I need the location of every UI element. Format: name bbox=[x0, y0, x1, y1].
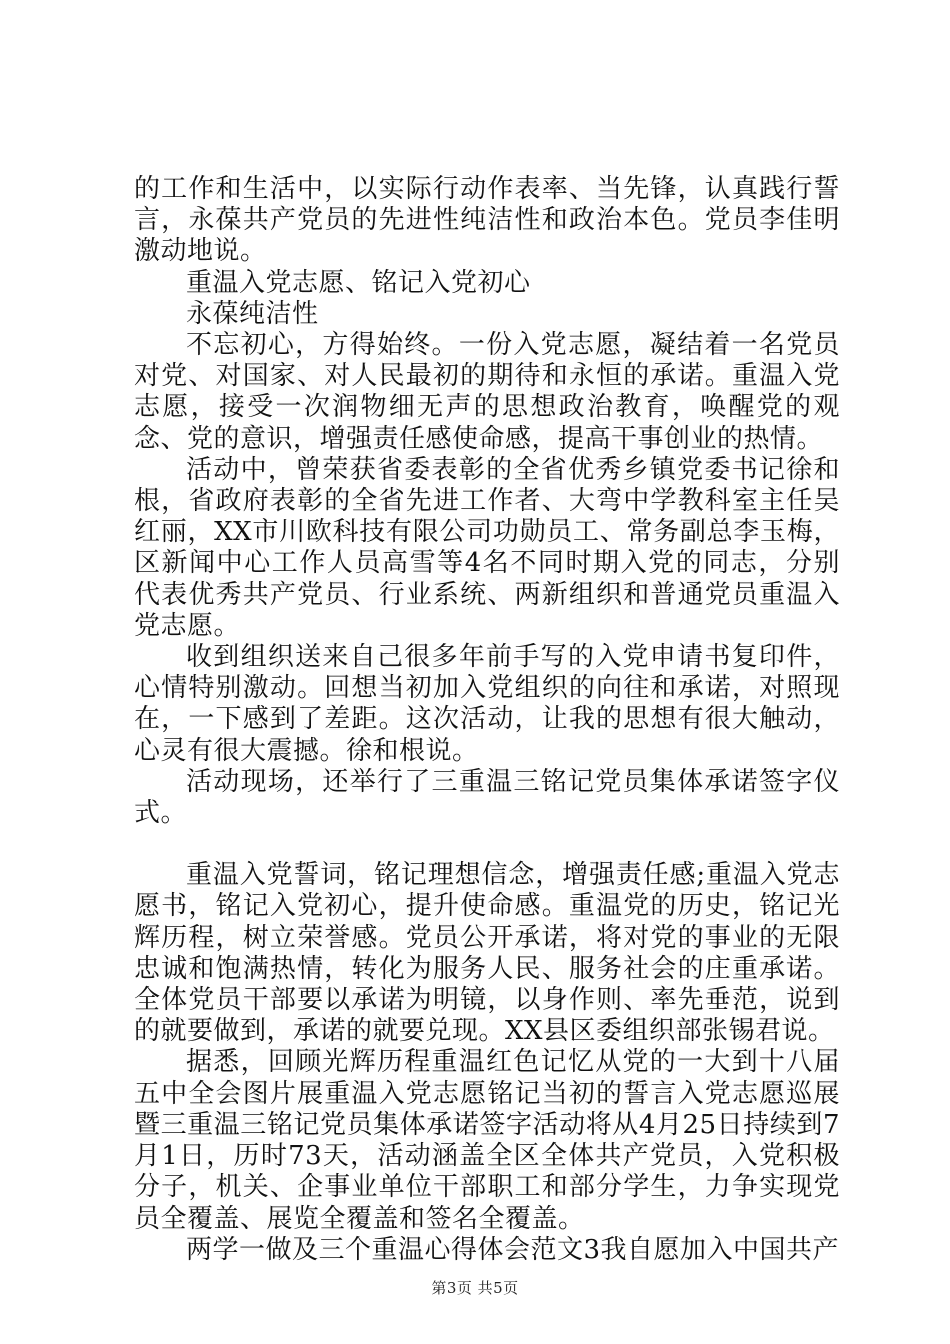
subheading-1: 重温入党志愿、铭记入党初心 bbox=[186, 267, 531, 298]
paragraph-7: 据悉，回顾光辉历程重温红色记忆从党的一大到十八届五中全会图片展重温入党志愿铭记当初的誓言入党志愿巡展暨三重温三铭记党员集体承诺签字活动将从4月25日持续到7月1日，历时73天，活动涵盖全区全体共产党员，入党积极分子，机关、企事业单位干部职工和部分学生，力争实现党员全覆盖、展览全覆盖和签名全覆盖。 bbox=[134, 1047, 840, 1234]
paragraph-8: 两学一做及三个重温心得体会范文3我自愿加入中国共产 bbox=[186, 1234, 840, 1265]
paragraph-5: 活动现场，还举行了三重温三铭记党员集体承诺签字仪式。 bbox=[134, 766, 840, 829]
paragraph-4: 收到组织送来自己很多年前手写的入党申请书复印件，心情特别激动。回想当初加入党组织的向往和承诺，对照现在，一下感到了差距。这次活动，让我的思想有很大触动，心灵有很大震撼。徐和根说。 bbox=[134, 642, 840, 766]
paragraph-3: 活动中，曾荣获省委表彰的全省优秀乡镇党委书记徐和根，省政府表彰的全省先进工作者、大弯中学教科室主任吴红丽，XX市川欧科技有限公司功勋员工、常务副总李玉梅，区新闻中心工作人员高雪等4名不同时期入党的同志，分别代表优秀共产党员、行业系统、两新组织和普通党员重温入党志愿。 bbox=[134, 454, 840, 641]
subheading-2: 永葆纯洁性 bbox=[186, 298, 319, 329]
paragraph-1: 的工作和生活中，以实际行动作表率、当先锋，认真践行誓言，永葆共产党员的先进性纯洁性和政治本色。党员李佳明激动地说。 bbox=[134, 174, 840, 267]
document-body bbox=[134, 174, 840, 1266]
page-number-footer: 第3页 共5页 bbox=[431, 1279, 519, 1297]
paragraph-6: 重温入党誓词，铭记理想信念，增强责任感;重温入党志愿书，铭记入党初心，提升使命感。重温党的历史，铭记光辉历程，树立荣誉感。党员公开承诺，将对党的事业的无限忠诚和饱满热情，转化为服务人民、服务社会的庄重承诺。全体党员干部要以承诺为明镜，以身作则、率先垂范，说到的就要做到，承诺的就要兑现。XX县区委组织部张锡君说。 bbox=[134, 860, 840, 1047]
paragraph-2: 不忘初心，方得始终。一份入党志愿，凝结着一名党员对党、对国家、对人民最初的期待和永恒的承诺。重温入党志愿，接受一次润物细无声的思想政治教育，唤醒党的观念、党的意识，增强责任感使命感，提高干事创业的热情。 bbox=[134, 330, 840, 454]
